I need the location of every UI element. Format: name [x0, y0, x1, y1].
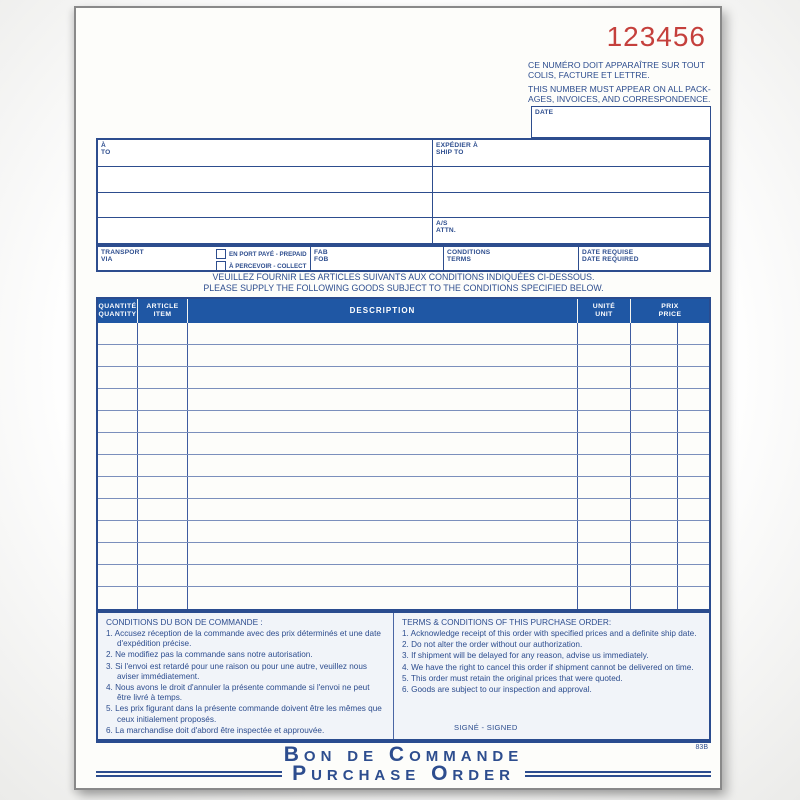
unit-cell[interactable] [578, 389, 631, 410]
description-cell[interactable] [188, 543, 578, 564]
quantity-cell[interactable] [98, 521, 138, 542]
condition-item: 5. This order must retain the original prices that were quoted. [402, 673, 623, 683]
price-cents-cell[interactable] [678, 499, 709, 520]
item-cell[interactable] [138, 323, 188, 344]
quantity-cell[interactable] [98, 389, 138, 410]
description-cell[interactable] [188, 411, 578, 432]
conditions-french [98, 613, 393, 739]
price-dollars-cell[interactable] [631, 455, 678, 476]
price-dollars-cell[interactable] [631, 565, 678, 586]
line-item-row [98, 411, 709, 433]
price-dollars-cell[interactable] [631, 345, 678, 366]
unit-cell[interactable] [578, 367, 631, 388]
condition-item: 1. Accusez réception de la commande avec des prix déterminés et une date d'expédition précise. [106, 629, 381, 649]
collect-checkbox[interactable] [216, 261, 226, 271]
price-dollars-cell[interactable] [631, 587, 678, 609]
freight-checkbox-group [216, 249, 307, 273]
line-items-body [98, 323, 709, 609]
item-column-header: ARTICLE ITEM [138, 299, 188, 323]
price-cents-cell[interactable] [678, 367, 709, 388]
line-item-row [98, 565, 709, 587]
line-item-row [98, 345, 709, 367]
conditions-french-list [106, 629, 385, 736]
number-notice-english: THIS NUMBER MUST APPEAR ON ALL PACK- AGES, INVOICES, AND CORRESPONDENCE. [528, 84, 711, 104]
prepaid-checkbox[interactable] [216, 249, 226, 259]
quantity-cell[interactable] [98, 411, 138, 432]
price-cents-cell[interactable] [678, 521, 709, 542]
description-cell[interactable] [188, 367, 578, 388]
description-cell[interactable] [188, 323, 578, 344]
item-cell[interactable] [138, 565, 188, 586]
prepaid-option [216, 249, 307, 259]
condition-item: 2. Do not alter the order without our authorization. [402, 640, 583, 650]
order-number: 123456 [606, 21, 706, 52]
description-cell[interactable] [188, 499, 578, 520]
purchase-order-sheet [74, 6, 722, 790]
price-dollars-cell[interactable] [631, 367, 678, 388]
item-cell[interactable] [138, 345, 188, 366]
description-cell[interactable] [188, 433, 578, 454]
line-items-header [98, 299, 709, 323]
quantity-cell[interactable] [98, 455, 138, 476]
item-cell[interactable] [138, 433, 188, 454]
condition-item: 4. Nous avons le droit d'annuler la présente commande si l'envoi ne peut être livré à temps. [106, 683, 370, 703]
supply-instructions [96, 272, 711, 294]
price-cents-cell[interactable] [678, 411, 709, 432]
sheet-code: 83B [695, 744, 708, 751]
signed-label: SIGNÉ - SIGNED [454, 723, 518, 732]
unit-cell[interactable] [578, 565, 631, 586]
ship-to-field-line2[interactable] [433, 166, 709, 192]
attn-field[interactable] [433, 217, 709, 243]
price-dollars-cell[interactable] [631, 411, 678, 432]
quantity-cell[interactable] [98, 477, 138, 498]
fob-field[interactable] [310, 247, 443, 270]
quantity-cell[interactable] [98, 323, 138, 344]
description-cell[interactable] [188, 455, 578, 476]
description-cell[interactable] [188, 565, 578, 586]
title-rule-right [525, 771, 711, 777]
description-cell[interactable] [188, 477, 578, 498]
conditions-english [393, 613, 709, 739]
title-rule-left [96, 771, 282, 777]
line-items-table [96, 297, 711, 611]
line-item-row [98, 367, 709, 389]
condition-item: 4. We have the right to cancel this order if shipment cannot be delivered on time. [402, 662, 694, 672]
price-cents-cell[interactable] [678, 587, 709, 609]
attn-label: A/S ATTN. [436, 220, 456, 235]
item-cell[interactable] [138, 477, 188, 498]
quantity-cell[interactable] [98, 367, 138, 388]
description-column-header: DESCRIPTION [188, 299, 578, 323]
condition-item: 3. If shipment will be delayed for any reason, advise us immediately. [402, 651, 649, 661]
to-field-line1[interactable] [98, 140, 433, 166]
form-title-english: Purchase Order [292, 762, 515, 785]
conditions-english-title: TERMS & CONDITIONS OF THIS PURCHASE ORDER: [402, 617, 612, 627]
description-cell[interactable] [188, 389, 578, 410]
line-item-row [98, 389, 709, 411]
unit-cell[interactable] [578, 587, 631, 609]
prepaid-label: EN PORT PAYÉ - PREPAID [229, 250, 307, 258]
item-cell[interactable] [138, 411, 188, 432]
form-title [96, 744, 711, 785]
to-field-line4[interactable] [98, 217, 433, 243]
quantity-cell[interactable] [98, 433, 138, 454]
line-item-row [98, 587, 709, 609]
unit-cell[interactable] [578, 323, 631, 344]
condition-item: 6. La marchandise doit d'abord être inspectée et approuvée. [106, 725, 325, 735]
price-cents-cell[interactable] [678, 565, 709, 586]
quantity-column-header: QUANTITÉ QUANTITY [98, 299, 138, 323]
item-cell[interactable] [138, 367, 188, 388]
price-dollars-cell[interactable] [631, 433, 678, 454]
condition-item: 1. Acknowledge receipt of this order with specified prices and a definite ship date. [402, 629, 697, 638]
to-label: À TO [101, 142, 111, 157]
date-required-label: DATE REQUISE DATE REQUIRED [582, 249, 639, 264]
description-cell[interactable] [188, 521, 578, 542]
item-cell[interactable] [138, 499, 188, 520]
terms-label: CONDITIONS TERMS [447, 249, 491, 264]
item-cell[interactable] [138, 587, 188, 609]
date-label: DATE [535, 109, 554, 116]
price-dollars-cell[interactable] [631, 389, 678, 410]
supply-instructions-french: VEUILLEZ FOURNIR LES ARTICLES SUIVANTS AUX CONDITIONS INDIQUÉES CI-DESSOUS. [212, 272, 595, 282]
quantity-cell[interactable] [98, 345, 138, 366]
price-cents-cell[interactable] [678, 477, 709, 498]
unit-column-header: UNITÉ UNIT [578, 299, 631, 323]
price-cents-cell[interactable] [678, 323, 709, 344]
line-item-row [98, 543, 709, 565]
date-required-field[interactable] [578, 247, 709, 270]
number-notice-french: CE NUMÉRO DOIT APPARAÎTRE SUR TOUT COLIS, FACTURE ET LETTRE. [528, 60, 705, 80]
line-item-row [98, 499, 709, 521]
price-cents-cell[interactable] [678, 455, 709, 476]
number-notice [528, 60, 726, 108]
price-column-header: PRIX PRICE [658, 303, 682, 318]
line-item-row [98, 521, 709, 543]
transport-via-field[interactable] [98, 247, 310, 270]
ship-to-field-line3[interactable] [433, 192, 709, 218]
price-cents-cell[interactable] [678, 345, 709, 366]
address-section [96, 138, 711, 245]
line-item-row [98, 477, 709, 499]
quantity-cell[interactable] [98, 543, 138, 564]
supply-instructions-english: PLEASE SUPPLY THE FOLLOWING GOODS SUBJECT TO THE CONDITIONS SPECIFIED BELOW. [203, 283, 604, 293]
item-cell[interactable] [138, 543, 188, 564]
shipping-details-row [96, 245, 711, 272]
unit-cell[interactable] [578, 345, 631, 366]
price-cents-cell[interactable] [678, 389, 709, 410]
quantity-cell[interactable] [98, 565, 138, 586]
date-field[interactable] [531, 106, 711, 138]
fob-label: FAB FOB [314, 249, 329, 264]
to-field-line2[interactable] [98, 166, 433, 192]
quantity-cell[interactable] [98, 587, 138, 609]
item-cell[interactable] [138, 389, 188, 410]
condition-item: 2. Ne modifiez pas la commande sans notre autorisation. [106, 650, 313, 660]
condition-item: 3. Si l'envoi est retardé pour une raison ou pour une autre, veuillez nous aviser immédiatement. [106, 661, 367, 681]
unit-cell[interactable] [578, 455, 631, 476]
conditions-french-title: CONDITIONS DU BON DE COMMANDE : [106, 617, 263, 627]
conditions-section [96, 611, 711, 743]
price-dollars-cell[interactable] [631, 477, 678, 498]
line-item-row [98, 455, 709, 477]
unit-cell[interactable] [578, 499, 631, 520]
unit-cell[interactable] [578, 477, 631, 498]
form-title-french: Bon de Commande [283, 743, 524, 766]
condition-item: 6. Goods are subject to our inspection and approval. [402, 685, 592, 695]
unit-cell[interactable] [578, 411, 631, 432]
ship-to-label: EXPÉDIER À SHIP TO [436, 142, 478, 157]
unit-cell[interactable] [578, 433, 631, 454]
to-field-line3[interactable] [98, 192, 433, 218]
terms-field[interactable] [443, 247, 578, 270]
description-cell[interactable] [188, 345, 578, 366]
quantity-cell[interactable] [98, 499, 138, 520]
condition-item: 5. Les prix figurant dans la présente commande doivent être les mêmes que ceux initialement proposés. [106, 704, 382, 724]
line-item-row [98, 433, 709, 455]
conditions-english-list [402, 629, 701, 695]
transport-via-label: TRANSPORT VIA [101, 249, 144, 264]
item-cell[interactable] [138, 521, 188, 542]
price-dollars-cell[interactable] [631, 521, 678, 542]
unit-cell[interactable] [578, 543, 631, 564]
line-item-row [98, 323, 709, 345]
description-cell[interactable] [188, 587, 578, 609]
collect-option [216, 261, 307, 271]
price-cents-cell[interactable] [678, 433, 709, 454]
price-dollars-cell[interactable] [631, 499, 678, 520]
collect-label: À PERCEVOIR - COLLECT [229, 262, 307, 270]
ship-to-field-line1[interactable] [433, 140, 709, 166]
price-dollars-cell[interactable] [631, 323, 678, 344]
unit-cell[interactable] [578, 521, 631, 542]
price-dollars-cell[interactable] [631, 543, 678, 564]
price-cents-cell[interactable] [678, 543, 709, 564]
item-cell[interactable] [138, 455, 188, 476]
